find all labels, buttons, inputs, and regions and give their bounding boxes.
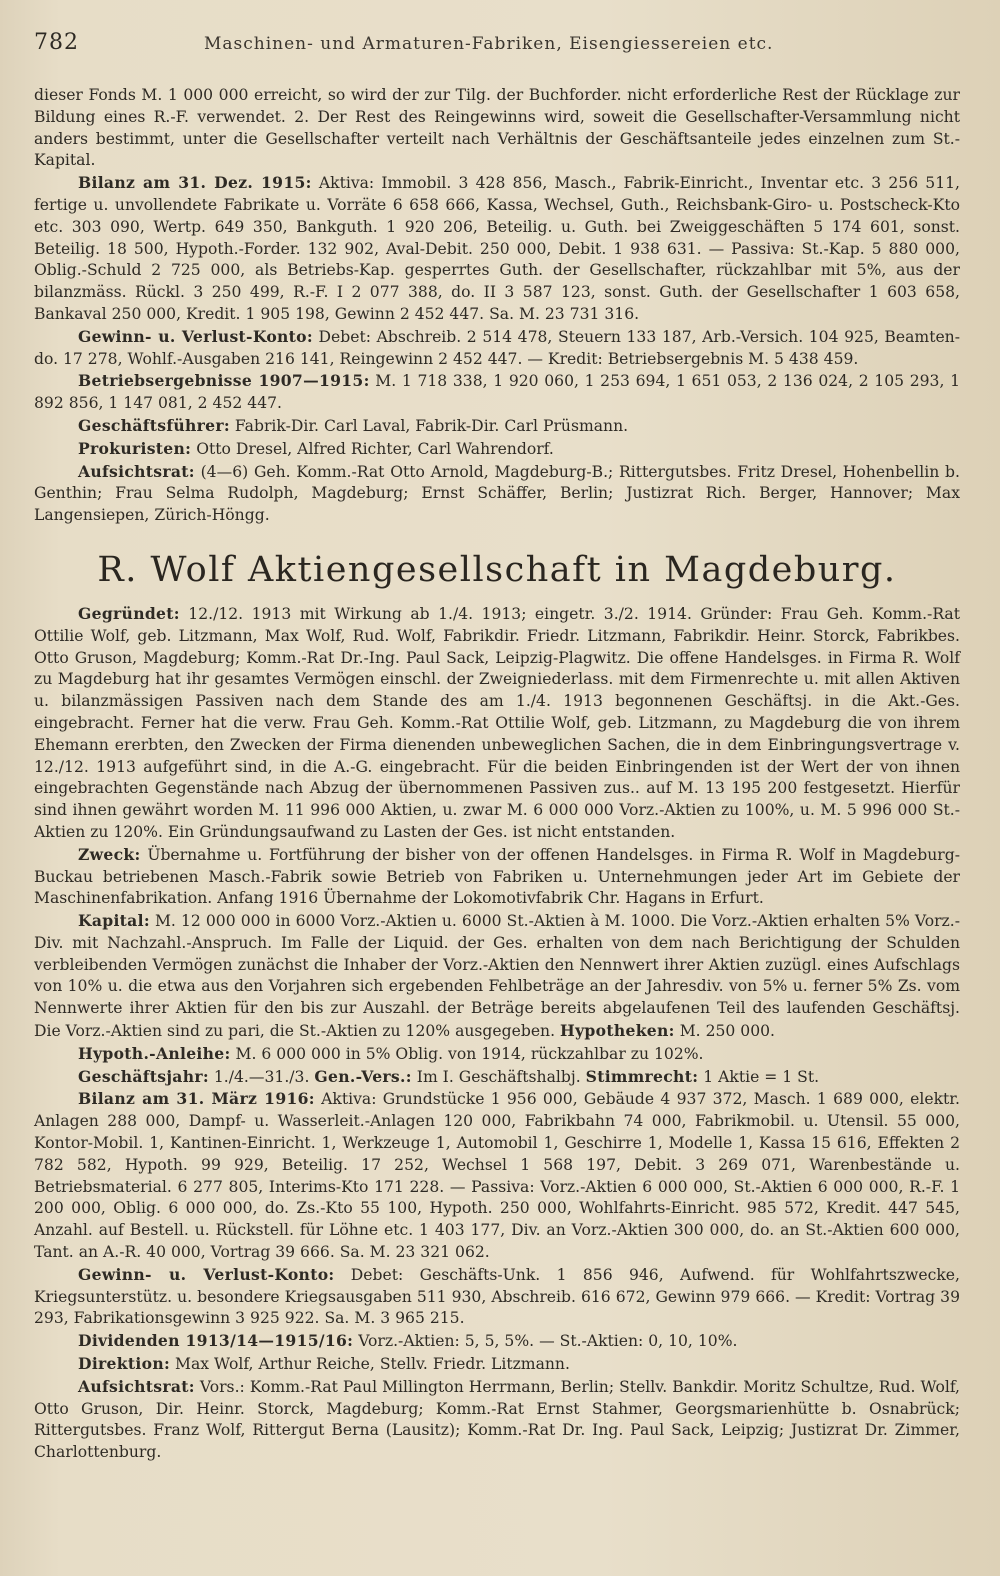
paragraph-fonds: dieser Fonds M. 1 000 000 erreicht, so wird der zur Tilg. der Buchforder. nicht erforderliche Rest der Rücklage zur Bildung eines R.-F. verwendet. 2. Der Rest des Reingewinns wird, soweit die Gesellschafter-Versammlung nicht anders bestimmt, unter die Gesellschafter verteilt nach Verhältnis der Geschäftsanteile jedes einzelnen zum St.-Kapital. bbox=[34, 86, 960, 170]
label-geschaeftsfuehrer: Geschäftsführer: bbox=[78, 415, 230, 435]
page-header bbox=[34, 30, 960, 55]
label-gen-vers: Gen.-Vers.: bbox=[314, 1066, 412, 1086]
label-hypotheken: Hypotheken: bbox=[560, 1021, 675, 1041]
text-gen-vers: Im I. Geschäftshalbj. bbox=[416, 1067, 581, 1086]
text-bilanz-1916: Aktiva: Grundstücke 1 956 000, Gebäude 4 937 372, Masch. 1 689 000, elektr. Anlagen 288 000, Dampf- u. Wasserleit.-Anlagen 120 000, Fabrikbahn 74 000, Fabrikmobil. u. Utensil. 55 000, Kontor-Mobil. 1, Kantinen-Einricht. 1, Werkzeuge 1, Automobil 1, Geschirre 1, Modelle 1, Kassa 15 616, Effekten 2 782 582, Hypoth. 99 929, Beteilig. 17 252, Wechsel 1 568 197, Debit. 3 269 071, Warenbestände u. Betriebsmaterial. 6 277 805, Interims-Kto 171 228. — Passiva: Vorz.-Aktien 6 000 000, St.-Aktien 6 000 000, R.-F. 1 200 000, Oblig. 6 000 000, do. Zs.-Kto 55 100, Hypoth. 250 000, Wohlfahrts-Einricht. 985 572, Kredit. 447 545, Anzahl. auf Bestell. u. Rückstell. für Löhne etc. 1 403 177, Div. an Vorz.-Aktien 300 000, do. an St.-Aktien 600 000, Tant. an A.-R. 40 000, Vortrag 39 666. Sa. M. 23 321 062. bbox=[34, 1090, 960, 1262]
label-prokuristen: Prokuristen: bbox=[78, 438, 192, 458]
paragraph-aufsichtsrat bbox=[34, 1376, 960, 1464]
label-bilanz-1915: Bilanz am 31. Dez. 1915: bbox=[78, 173, 312, 193]
paragraph-gegruendet bbox=[34, 603, 960, 844]
text-betriebsergebnisse: M. 1 718 338, 1 920 060, 1 253 694, 1 651 053, 2 136 024, 2 105 293, 1 892 856, 1 147 081, 2 452 447. bbox=[34, 372, 960, 413]
text-hypotheken: M. 250 000. bbox=[679, 1022, 776, 1041]
paragraph-zweck bbox=[34, 844, 960, 910]
paragraph-guv-1916 bbox=[34, 1264, 960, 1330]
text-stimmrecht: 1 Aktie = 1 St. bbox=[703, 1067, 820, 1086]
label-dividenden: Dividenden 1913/14—1915/16: bbox=[78, 1331, 354, 1351]
text-anleihe: M. 6 000 000 in 5% Oblig. von 1914, rückzahlbar zu 102%. bbox=[235, 1044, 704, 1063]
label-bilanz-1916: Bilanz am 31. März 1916: bbox=[78, 1089, 315, 1109]
text-kapital: M. 12 000 000 in 6000 Vorz.-Aktien u. 6000 St.-Aktien à M. 1000. Die Vorz.-Aktien erhalten 5% Vorz.-Div. mit Nachzahl.-Anspruch. Im Falle der Liquid. der Ges. erhalten von dem nach Berichtigung der Schulden verbleibenden Vermögen zunächst die Inhaber der Vorz.-Aktien den Nennwert ihrer Aktien zuzügl. eines Aufschlags von 10% u. die etwa aus den Vorjahren sich ergebenden Fehlbeträge an der Jahresdiv. von 5% u. ferner 5% Zs. vom Nennwerte ihrer Aktien für den bis zur Auszahl. der Beträge bereits abgelaufenen Teil des laufenden Geschäftsj. Die Vorz.-Aktien sind zu pari, die St.-Aktien zu 120% ausgegeben. bbox=[34, 912, 960, 1041]
label-direktion: Direktion: bbox=[78, 1354, 171, 1374]
text-guv-1916: Debet: Geschäfts-Unk. 1 856 946, Aufwend. für Wohlfahrtszwecke, Kriegsunterstütz. u. besondere Kriegsausgaben 511 930, Abschreib. 616 672, Gewinn 979 666. — Kredit: Vortrag 39 293, Fabrikationsgewinn 3 925 922. Sa. M. 3 965 215. bbox=[34, 1265, 960, 1328]
paragraph-prokuristen bbox=[34, 438, 960, 461]
paragraph-geschaeftsjahr bbox=[34, 1066, 960, 1089]
text-zweck: Übernahme u. Fortführung der bisher von der offenen Handelsges. in Firma R. Wolf in Magdeburg-Buckau betriebenen Masch.-Fabrik sowie Betrieb von Fabriken u. Unternehmungen jeder Art im Gebiete der Maschinenfabrikation. Anfang 1916 Übernahme der Lokomotivfabrik Chr. Hagans in Erfurt. bbox=[34, 845, 960, 908]
running-head: Maschinen- und Armaturen-Fabriken, Eisengiessereien etc. bbox=[204, 34, 774, 54]
paragraph-betriebsergebnisse bbox=[34, 370, 960, 415]
page-number: 782 bbox=[34, 30, 79, 55]
text-bilanz-1915: Aktiva: Immobil. 3 428 856, Masch., Fabrik-Einricht., Inventar etc. 3 256 511, fertige u. unvollendete Fabrikate u. Vorräte 6 658 666, Kassa, Wechsel, Guth., Reichsbank-Giro- u. Postscheck-Kto etc. 303 090, Wertp. 649 350, Bankguth. 1 920 206, Beteilig. u. Guth. bei Zweiggeschäften 5 174 601, sonst. Beteilig. 18 500, Hypoth.-Forder. 132 902, Aval-Debit. 250 000, Debit. 1 938 631. — Passiva: St.-Kap. 5 880 000, Oblig.-Schuld 2 725 000, als Betriebs-Kap. gesperrtes Guth. der Gesellschafter, rückzahlbar mit 5%, aus der bilanzmäss. Rückl. 3 250 499, R.-F. I 2 077 388, do. II 3 587 123, sonst. Guth. der Gesellschafter 1 603 658, Bankaval 250 000, Kredit. 1 905 198, Gewinn 2 452 447. Sa. M. 23 731 316. bbox=[34, 174, 960, 323]
label-betriebsergebnisse: Betriebsergebnisse 1907—1915: bbox=[78, 371, 370, 391]
paragraph-aufsichtsrat-prev bbox=[34, 461, 960, 527]
paragraph-bilanz-1916 bbox=[34, 1088, 960, 1263]
text-dividenden: Vorz.-Aktien: 5, 5, 5%. — St.-Aktien: 0, 10, 10%. bbox=[358, 1332, 738, 1351]
text-aufsichtsrat-prev: (4—6) Geh. Komm.-Rat Otto Arnold, Magdeburg-B.; Rittergutsbes. Fritz Dresel, Hohenbellin b. Genthin; Frau Selma Rudolph, Magdeburg; Ernst Schäffer, Berlin; Justizrat Rich. Berger, Hannover; Max Langensiepen, Zürich-Höngg. bbox=[34, 462, 960, 525]
paragraph-direktion bbox=[34, 1353, 960, 1376]
paragraph-geschaeftsfuehrer bbox=[34, 415, 960, 438]
company-title: R. Wolf Aktiengesellschaft in Magdeburg. bbox=[97, 549, 897, 590]
text-geschaeftsfuehrer: Fabrik-Dir. Carl Laval, Fabrik-Dir. Carl Prüsmann. bbox=[234, 416, 629, 435]
label-kapital: Kapital: bbox=[78, 911, 150, 931]
paragraph-kapital bbox=[34, 910, 960, 1043]
label-gegruendet: Gegründet: bbox=[78, 603, 180, 623]
text-geschaeftsjahr: 1./4.—31./3. bbox=[213, 1067, 310, 1086]
label-geschaeftsjahr: Geschäftsjahr: bbox=[78, 1066, 209, 1086]
label-aufsichtsrat-prev: Aufsichtsrat: bbox=[78, 461, 195, 481]
label-guv-1916: Gewinn- u. Verlust-Konto: bbox=[78, 1264, 335, 1284]
label-anleihe: Hypoth.-Anleihe: bbox=[78, 1043, 231, 1063]
text-prokuristen: Otto Dresel, Alfred Richter, Carl Wahrendorf. bbox=[196, 439, 554, 458]
paragraph-bilanz-1915 bbox=[34, 172, 960, 326]
paragraph-guv-1915 bbox=[34, 326, 960, 371]
label-guv-1915: Gewinn- u. Verlust-Konto: bbox=[78, 326, 313, 346]
text-guv-1915: Debet: Abschreib. 2 514 478, Steuern 133 187, Arb.-Versich. 104 925, Beamten- do. 17 278, Wohlf.-Ausgaben 216 141, Reingewinn 2 452 447. — Kredit: Betriebsergebnis M. 5 438 459. bbox=[34, 327, 960, 368]
label-stimmrecht: Stimmrecht: bbox=[585, 1066, 699, 1086]
text-gegruendet: 12./12. 1913 mit Wirkung ab 1./4. 1913; eingetr. 3./2. 1914. Gründer: Frau Geh. Komm.-Rat Ottilie Wolf, geb. Litzmann, Max Wolf, Rud. Wolf, Fabrikdir. Friedr. Litzmann, Fabrikdir. Heinr. Storck, Fabrikbes. Otto Gruson, Magdeburg; Komm.-Rat Dr.-Ing. Paul Sack, Leipzig-Plagwitz. Die offene Handelsges. in Firma R. Wolf zu Magdeburg hat ihr gesamtes Vermögen einschl. der Zweigniederlass. mit dem Firmenrechte u. mit allen Aktiven u. bilanzmässigen Passiven nach dem Stande des am 1./4. 1913 begonnenen Geschäftsj. in die Akt.-Ges. eingebracht. Ferner hat die verw. Frau Geh. Komm.-Rat Ottilie Wolf, geb. Litzmann, zu Magdeburg die von ihrem Ehemann ererbten, den Zwecken der Firma dienenden unbeweglichen Sachen, die in dem Einbringungsvertrage v. 12./12. 1913 aufgeführt sind, in die A.-G. eingebracht. Für die beiden Einbringenden ist der Wert der von ihnen eingebrachten Gegenstände nach Abzug der übernommenen Passiven zus.. auf M. 13 195 200 festgesetzt. Hierfür sind ihnen gewährt worden M. 11 996 000 Aktien, u. zwar M. 6 000 000 Vorz.-Aktien zu 100%, u. M. 5 996 000 St.-Aktien zu 120%. Ein Gründungsaufwand zu Lasten der Ges. ist nicht entstanden. bbox=[34, 604, 960, 841]
paragraph-dividenden bbox=[34, 1330, 960, 1353]
text-direktion: Max Wolf, Arthur Reiche, Stellv. Friedr. Litzmann. bbox=[174, 1355, 570, 1374]
paragraph-anleihe bbox=[34, 1043, 960, 1066]
text-aufsichtsrat: Vors.: Komm.-Rat Paul Millington Herrmann, Berlin; Stellv. Bankdir. Moritz Schultze, Rud. Wolf, Otto Gruson, Dir. Heinr. Storck, Magdeburg; Komm.-Rat Ernst Stahmer, Georgsmarienhütte b. Osnabrück; Rittergutsbes. Franz Wolf, Rittergut Berna (Lausitz); Komm.-Rat Dr. Ing. Paul Sack, Leipzig; Justizrat Dr. Zimmer, Charlottenburg. bbox=[34, 1377, 960, 1462]
label-zweck: Zweck: bbox=[78, 844, 141, 864]
label-aufsichtsrat: Aufsichtsrat: bbox=[78, 1376, 195, 1396]
